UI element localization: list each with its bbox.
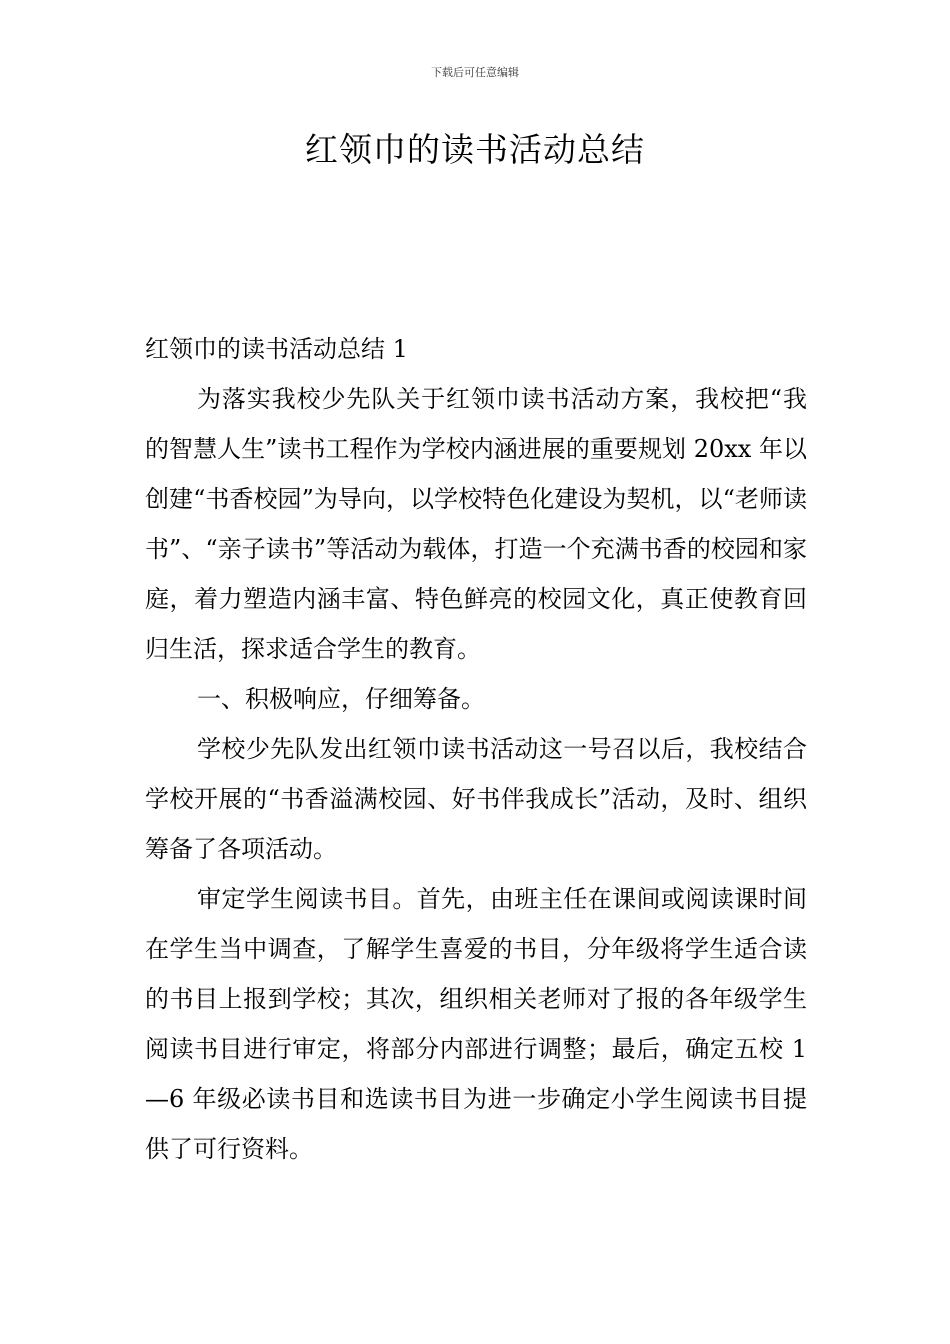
section-heading-1: 一、积极响应，仔细筹备。 [197,685,485,713]
document-body [145,324,807,1174]
document-title: 红领巾的读书活动总结 [305,130,645,169]
paragraph-intro: 为落实我校少先队关于红领巾读书活动方案，我校把“我的智慧人生”读书工程作为学校内涵进展的重要规划 20xx 年以创建“书香校园”为导向，以学校特色化建设为契机，以“老师读书”、“亲子读书”等活动为载体，打造一个充满书香的校园和家庭，着力塑造内涵丰富、特色鲜亮的校园文化，真正使教育回归生活，探求适合学生的教育。 [145,385,807,663]
header-note: 下载后可任意编辑 [431,66,519,79]
section-subtitle: 红领巾的读书活动总结 1 [145,335,408,363]
paragraph-response: 学校少先队发出红领巾读书活动这一号召以后，我校结合学校开展的“书香溢满校园、好书伴我成长”活动，及时、组织筹备了各项活动。 [145,735,807,863]
paragraph-book-list: 审定学生阅读书目。首先，由班主任在课间或阅读课时间在学生当中调查，了解学生喜爱的书目，分年级将学生适合读的书目上报到学校；其次，组织相关老师对了报的各年级学生阅读书目进行审定，将部分内部进行调整；最后，确定五校 1—6 年级必读书目和选读书目为进一步确定小学生阅读书目提供了可行资料。 [145,885,807,1163]
